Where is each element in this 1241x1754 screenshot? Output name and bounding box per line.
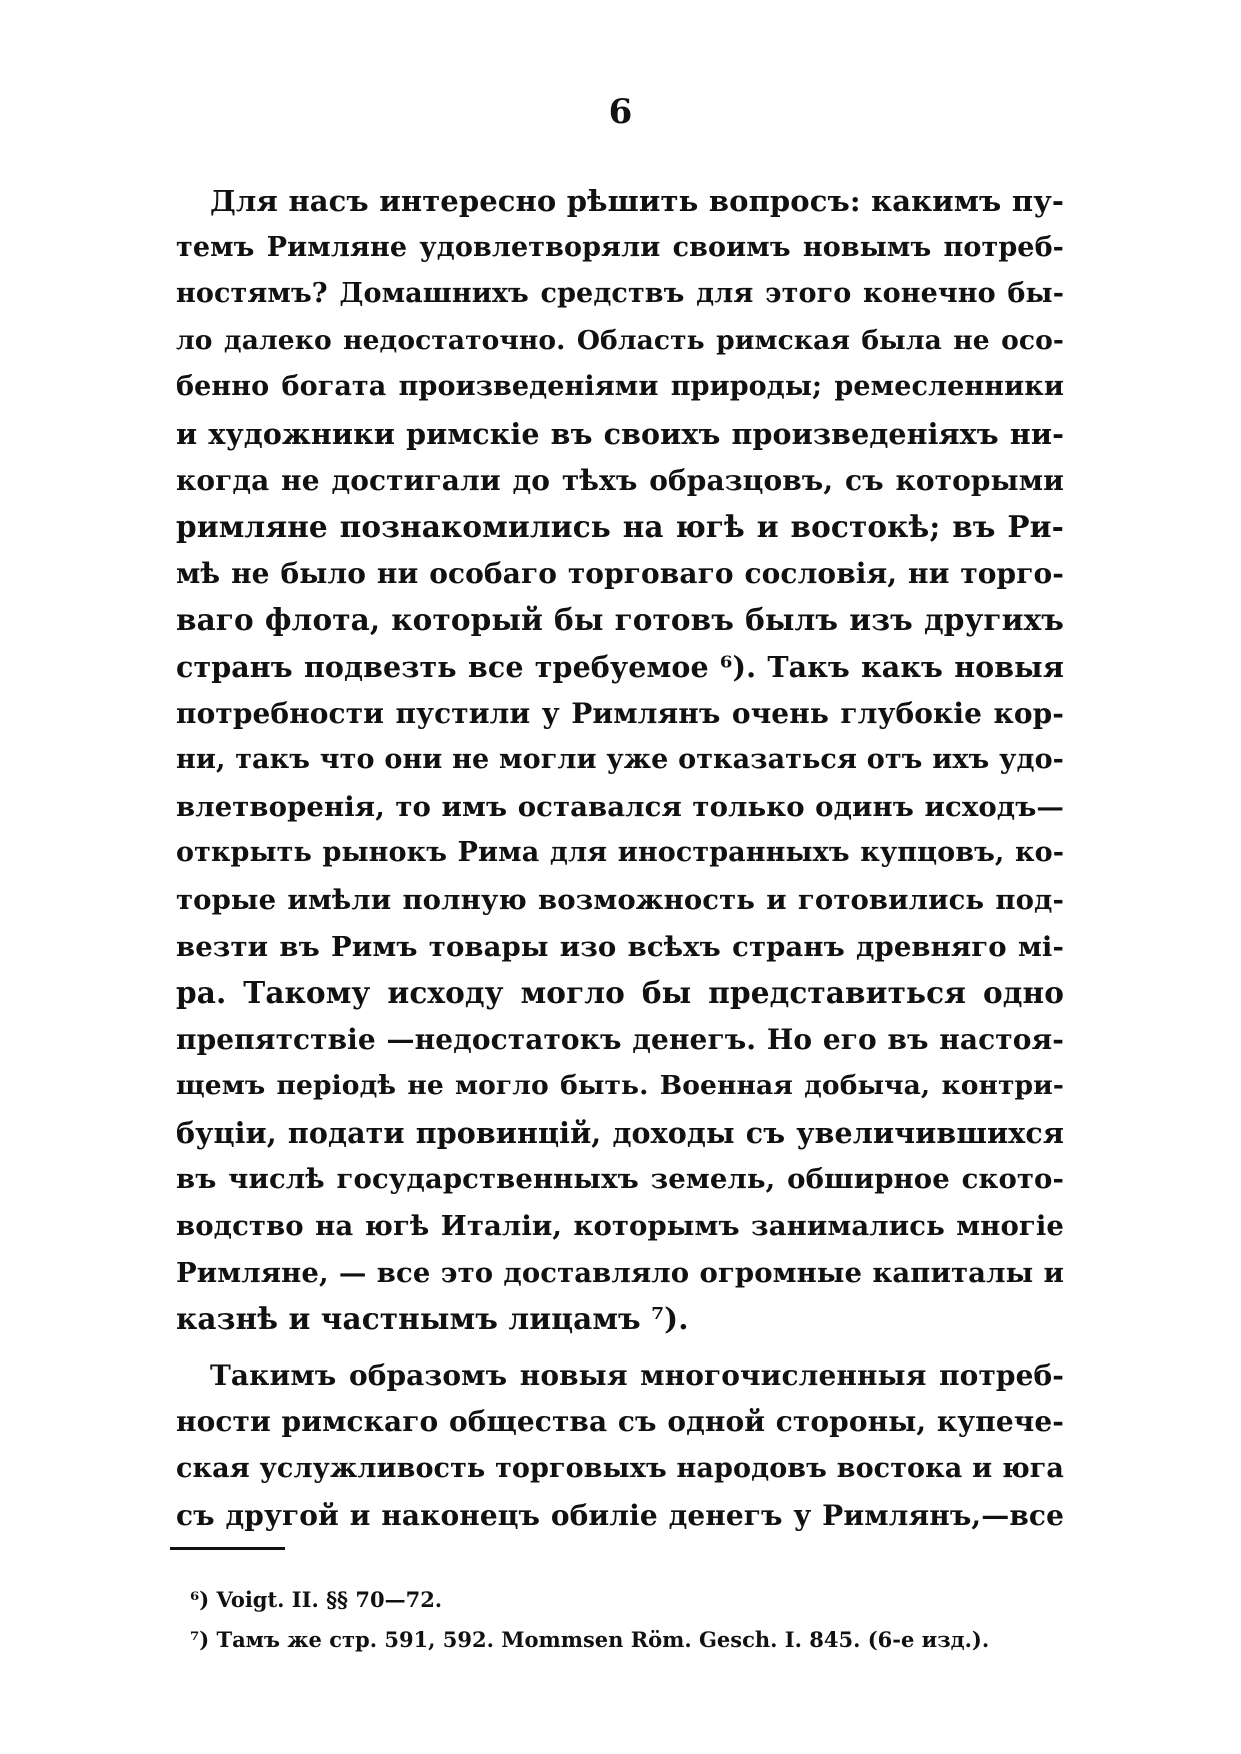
body-text <box>176 178 1064 1539</box>
text-line: торые имѣли полную возможность и готовились под- <box>176 883 1064 916</box>
paragraph-1 <box>176 178 1064 1343</box>
text-line: странъ подвезть все требуемое ⁶). Такъ какъ новыя <box>176 649 1064 684</box>
text-line: открыть рынокъ Рима для иностранныхъ купцовъ, ко- <box>176 837 1064 869</box>
text-line: въ числѣ государственныхъ земель, обширное ското- <box>176 1163 1064 1196</box>
text-line: темъ Римляне удовлетворяли своимъ новымъ потреб- <box>176 231 1064 263</box>
footnote-text: Тамъ же стр. 591, 592. Mommsen Röm. Gesch. I. 845. (6-е изд.). <box>216 1627 990 1652</box>
footnotes <box>190 1580 1070 1660</box>
paragraph-2 <box>176 1353 1064 1539</box>
footnote-6 <box>190 1580 1070 1620</box>
footnote-7 <box>190 1620 1070 1660</box>
text-line: влетворенія, то имъ оставался только одинъ исходъ— <box>176 790 1064 823</box>
text-line: ностямъ? Домашнихъ средствъ для этого конечно бы- <box>176 278 1064 310</box>
footnote-rule <box>170 1547 285 1550</box>
text-line: везти въ Римъ товары изо всѣхъ странъ древняго мі- <box>176 930 1064 963</box>
paragraph-gap <box>176 1343 1064 1353</box>
text-line: ская услужливость торговыхъ народовъ востока и юга <box>176 1453 1064 1485</box>
text-line: казнѣ и частнымъ лицамъ ⁷). <box>176 1301 689 1337</box>
text-line: ваго флота, который бы готовъ былъ изъ другихъ <box>176 602 1064 638</box>
text-line: когда не достигали до тѣхъ образцовъ, съ которыми <box>176 463 1064 497</box>
text-line: и художники римскіе въ своихъ произведеніяхъ ни- <box>176 416 1064 451</box>
text-line: буціи, подати провинцій, доходы съ увеличившихся <box>176 1115 1064 1150</box>
text-line: бенно богата произведеніями природы; ремесленники <box>176 371 1064 403</box>
text-line: Римляне, — все это доставляло огромные капиталы и <box>176 1256 1064 1289</box>
text-line: мѣ не было ни особаго торговаго сословія, ни торго- <box>176 556 1064 590</box>
text-line: ни, такъ что они не могли уже отказаться отъ ихъ удо- <box>176 744 1064 776</box>
text-line: съ другой и наконецъ обиліе денегъ у Римлянъ,—все <box>176 1498 1064 1532</box>
page-number: 6 <box>608 92 633 132</box>
text-line: препятствіе —недостатокъ денегъ. Но его въ настоя- <box>176 1022 1064 1056</box>
footnote-marker: ⁷) <box>190 1627 210 1652</box>
text-line: Для насъ интересно рѣшить вопросъ: какимъ пу- <box>210 184 1064 218</box>
text-line: римляне познакомились на югѣ и востокѣ; въ Ри- <box>176 509 1064 545</box>
text-line: ра. Такому исходу могло бы представиться одно <box>176 975 1064 1011</box>
text-line: щемъ періодѣ не могло быть. Военная добыча, контри- <box>176 1070 1064 1102</box>
text-line: потребности пустили у Римлянъ очень глубокіе кор- <box>176 696 1064 730</box>
footnote-marker: ⁶) <box>190 1587 210 1612</box>
text-line: водство на югѣ Италіи, которымъ занимались многіе <box>176 1210 1064 1243</box>
text-line: ло далеко недостаточно. Область римская была не осо- <box>176 324 1064 356</box>
text-line: ности римскаго общества съ одной стороны, купече- <box>176 1405 1064 1439</box>
text-line: Такимъ образомъ новыя многочисленныя потреб- <box>210 1358 1064 1392</box>
footnote-text: Voigt. II. §§ 70—72. <box>216 1587 443 1612</box>
